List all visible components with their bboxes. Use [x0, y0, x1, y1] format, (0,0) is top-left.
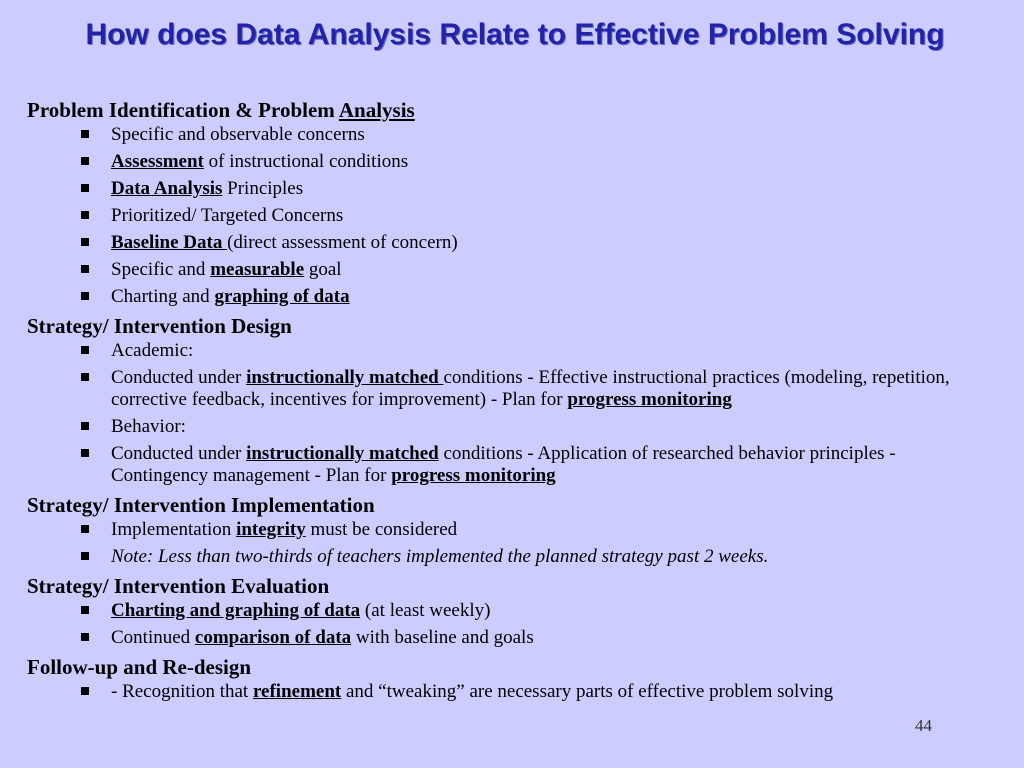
bullet-item — [27, 151, 997, 173]
bullet-text: Conducted under — [111, 443, 247, 464]
square-bullet-icon — [81, 422, 89, 430]
bullet-item — [27, 627, 997, 649]
square-bullet-icon — [81, 184, 89, 192]
bullet-item — [27, 600, 997, 622]
bullet-item — [27, 259, 997, 281]
bullet-text: Note: Less than two-thirds of teachers implemented the planned strategy past 2 weeks. — [111, 546, 769, 567]
bullet-text: - Recognition that — [111, 681, 253, 702]
section-heading — [27, 573, 997, 599]
square-bullet-icon — [81, 346, 89, 354]
outline-section — [27, 97, 997, 308]
bullet-list — [27, 340, 997, 487]
outline-section — [27, 573, 997, 649]
bullet-item — [27, 519, 997, 541]
emphasized-term: measurable — [210, 259, 305, 280]
emphasized-term: progress monitoring — [567, 389, 732, 410]
square-bullet-icon — [81, 238, 89, 246]
square-bullet-icon — [81, 211, 89, 219]
bullet-list — [27, 124, 997, 308]
emphasized-term: comparison of data — [194, 627, 352, 648]
bullet-item — [27, 416, 997, 438]
bullet-text: Conducted under — [111, 367, 247, 388]
square-bullet-icon — [81, 633, 89, 641]
square-bullet-icon — [81, 687, 89, 695]
bullet-item — [27, 681, 997, 703]
square-bullet-icon — [81, 525, 89, 533]
page-number: 44 — [915, 716, 932, 735]
bullet-text: Specific and observable concerns — [111, 124, 365, 145]
bullet-text: (direct assessment of concern) — [227, 232, 458, 253]
bullet-text: Academic: — [111, 340, 194, 361]
bullet-text: conditions - Effective instructional practices (modeling, repetition, corrective feedback, incentives for improvement) - Plan for — [111, 367, 950, 410]
section-heading — [27, 654, 997, 680]
bullet-item — [27, 205, 997, 227]
outline-section — [27, 313, 997, 487]
bullet-item — [27, 178, 997, 200]
bullet-item — [27, 546, 997, 568]
square-bullet-icon — [81, 292, 89, 300]
bullet-text: of instructional conditions — [203, 151, 409, 172]
bullet-text: must be considered — [305, 519, 458, 540]
bullet-item — [27, 340, 997, 362]
bullet-list — [27, 600, 997, 649]
bullet-item — [27, 232, 997, 254]
emphasized-term: Data Analysis — [111, 178, 223, 199]
bullet-item — [27, 286, 997, 308]
emphasized-term: Baseline Data — [111, 232, 228, 253]
emphasized-term: Charting and graphing of data — [111, 600, 361, 621]
square-bullet-icon — [81, 552, 89, 560]
square-bullet-icon — [81, 373, 89, 381]
heading-text: Follow-up and Re-design — [27, 655, 252, 679]
heading-text: Problem Identification & Problem — [27, 98, 339, 122]
emphasized-term: Analysis — [338, 98, 415, 122]
bullet-text: and “tweaking” are necessary parts of effective problem solving — [341, 681, 834, 702]
bullet-item — [27, 443, 997, 487]
heading-text: Strategy/ Intervention Implementation — [27, 493, 375, 517]
section-heading — [27, 492, 997, 518]
bullet-text: Specific and — [111, 259, 211, 280]
bullet-text: (at least weekly) — [360, 600, 491, 621]
bullet-text: Prioritized/ Targeted Concerns — [111, 205, 344, 226]
section-heading — [27, 97, 997, 123]
bullet-item — [27, 124, 997, 146]
emphasized-term: graphing of data — [214, 286, 350, 307]
bullet-text: Principles — [222, 178, 304, 199]
heading-text: Strategy/ Intervention Evaluation — [27, 574, 330, 598]
bullet-text: Charting and — [111, 286, 215, 307]
outline-section — [27, 654, 997, 703]
bullet-text: Behavior: — [111, 416, 186, 437]
bullet-text: Implementation — [111, 519, 237, 540]
square-bullet-icon — [81, 157, 89, 165]
emphasized-term: progress monitoring — [391, 465, 556, 486]
slide-content — [27, 97, 997, 708]
emphasized-term: integrity — [236, 519, 306, 540]
square-bullet-icon — [81, 606, 89, 614]
bullet-item — [27, 367, 997, 411]
bullet-list — [27, 681, 997, 703]
square-bullet-icon — [81, 265, 89, 273]
bullet-list — [27, 519, 997, 568]
square-bullet-icon — [81, 130, 89, 138]
emphasized-term: instructionally matched — [246, 443, 439, 464]
bullet-text: conditions - Application of researched behavior principles - Contingency management - Plan for — [111, 443, 896, 486]
bullet-text: with baseline and goals — [351, 627, 534, 648]
emphasized-term: instructionally matched — [246, 367, 444, 388]
section-heading — [27, 313, 997, 339]
emphasized-term: Assessment — [111, 151, 204, 172]
outline-section — [27, 492, 997, 568]
slide-title: How does Data Analysis Relate to Effective Problem Solving — [85, 18, 945, 51]
bullet-text: goal — [304, 259, 342, 280]
emphasized-term: refinement — [252, 681, 342, 702]
bullet-text: Continued — [111, 627, 195, 648]
heading-text: Strategy/ Intervention Design — [27, 314, 292, 338]
square-bullet-icon — [81, 449, 89, 457]
